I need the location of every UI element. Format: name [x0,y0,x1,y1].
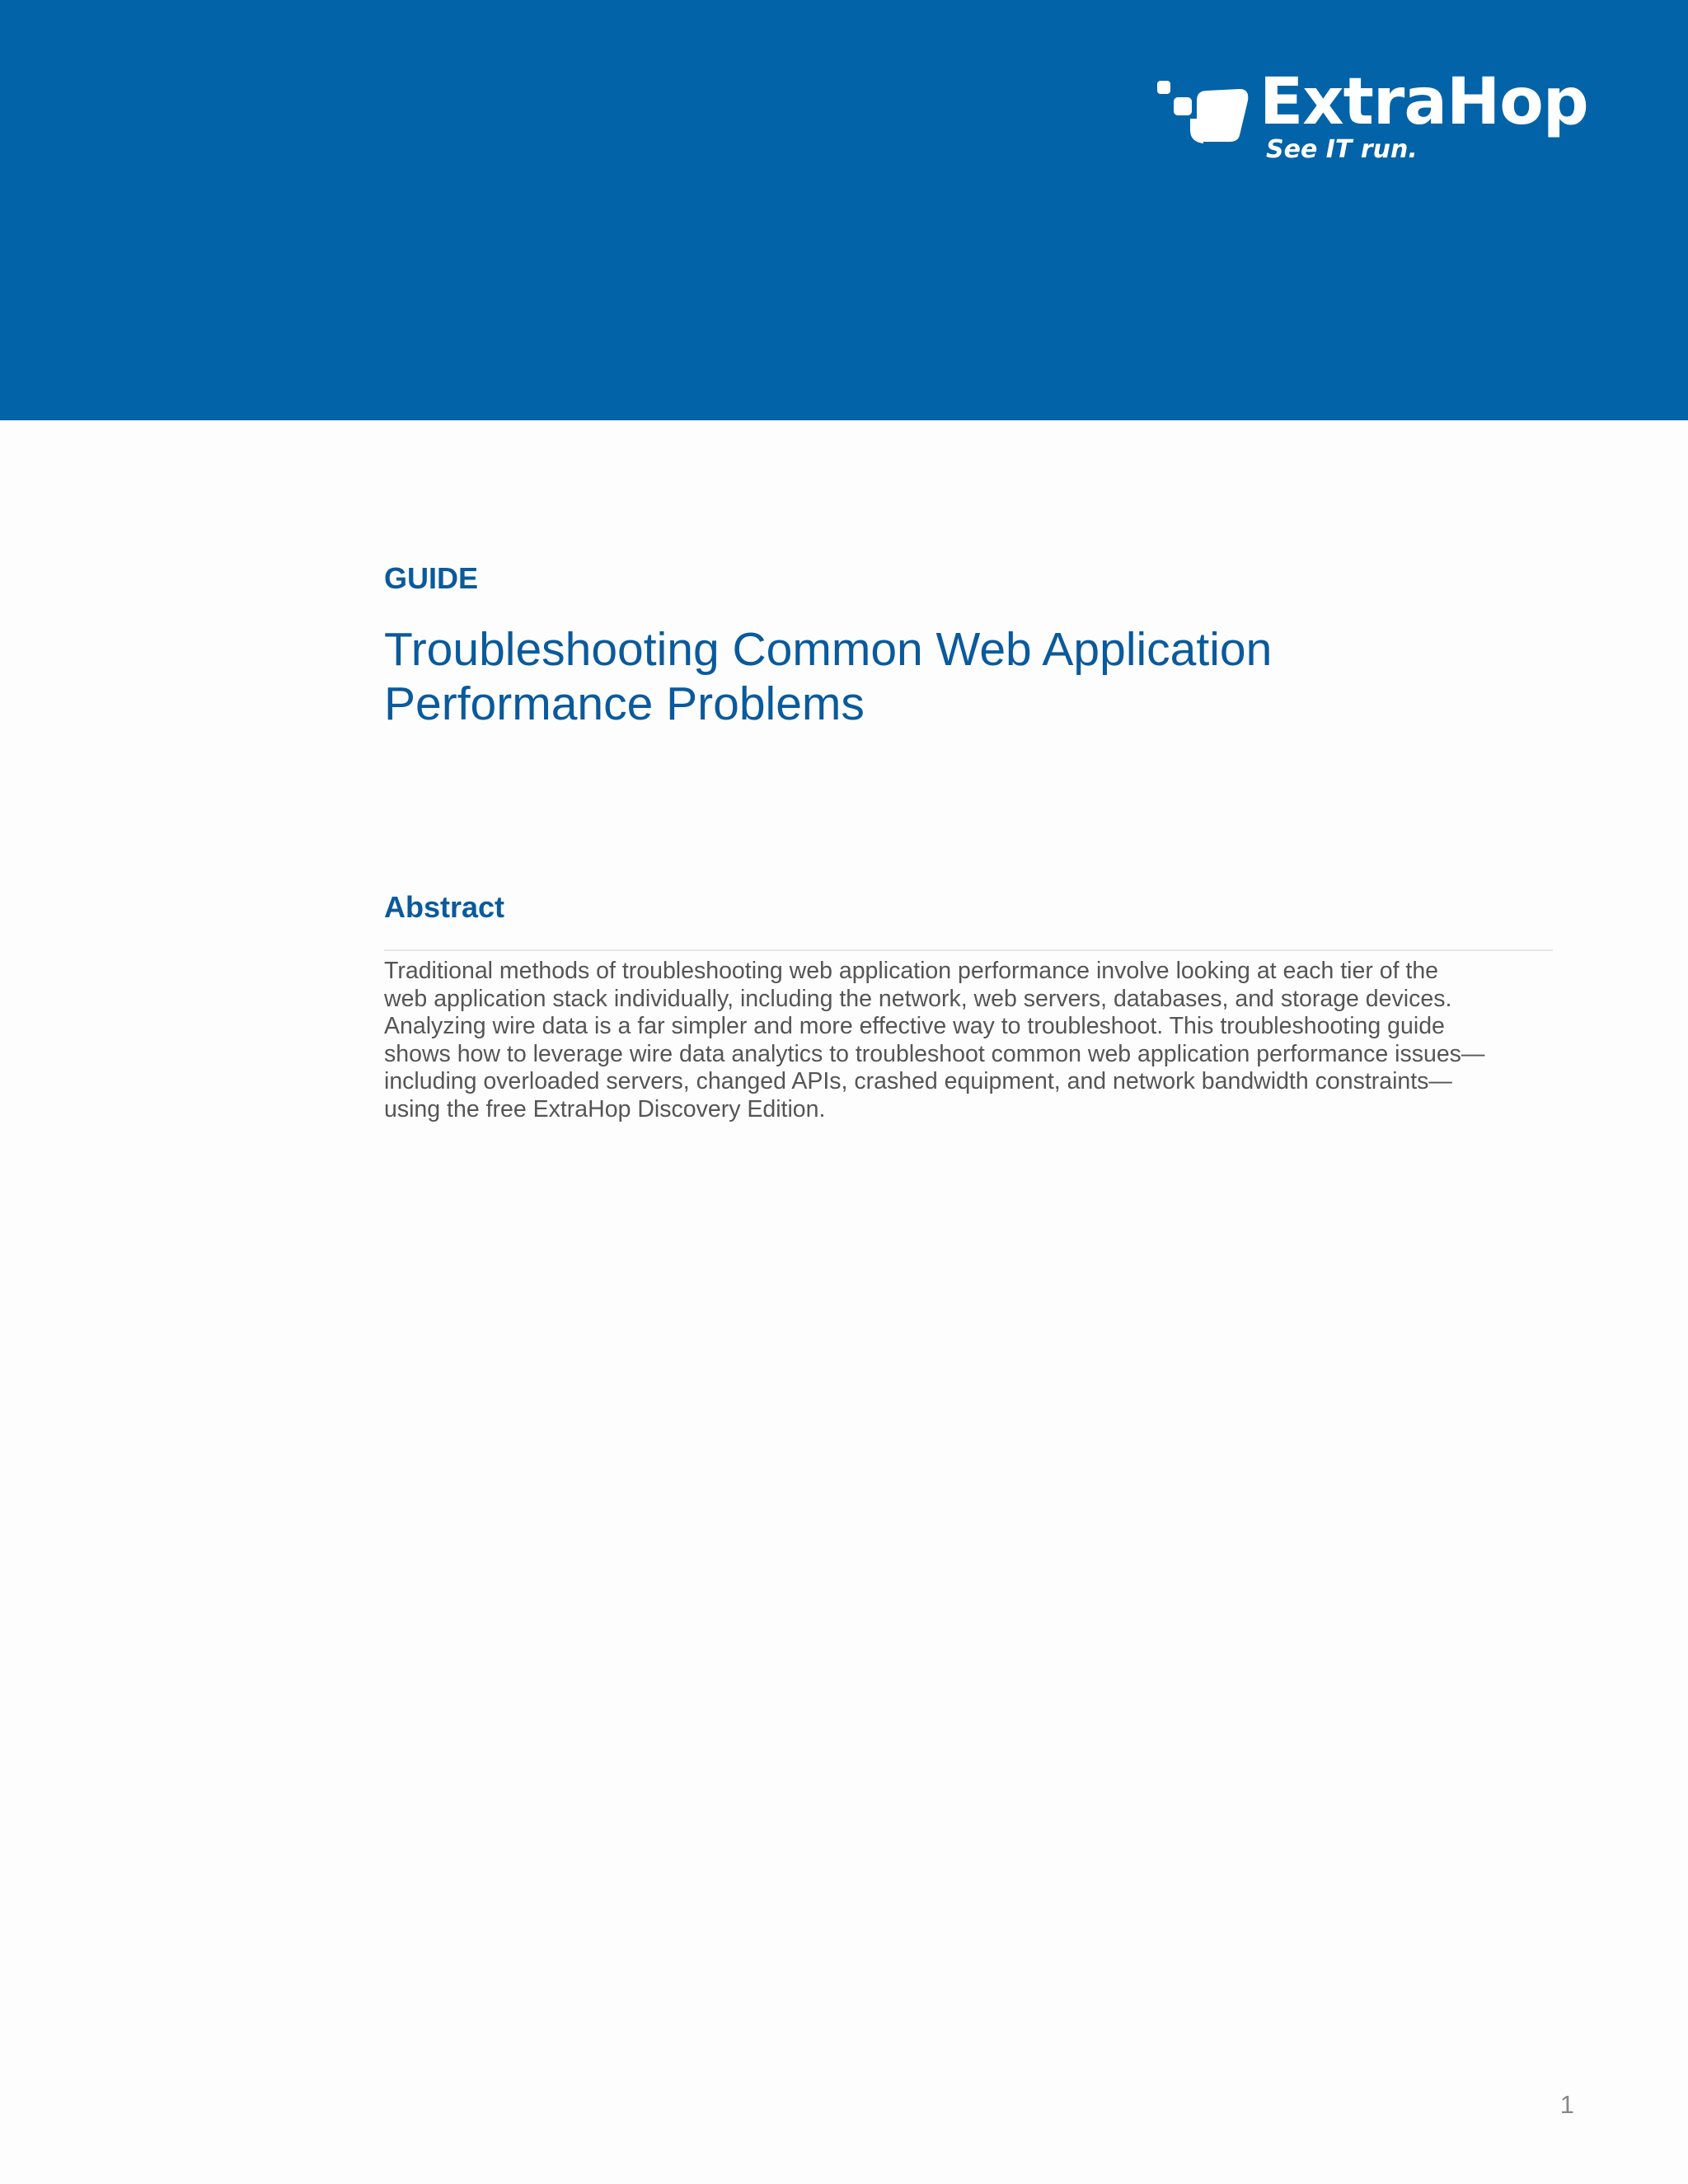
abstract-line: including overloaded servers, changed APIs, crashed equipment, and network bandwidth constraints— [384,1068,1452,1095]
extrahop-logo-mark-icon [1154,76,1253,150]
document-title [384,622,1553,731]
abstract-line: Traditional methods of troubleshooting web application performance involve looking at each tier of the [384,958,1439,985]
abstract-line: shows how to leverage wire data analytics to troubleshoot common web application performance issues— [384,1040,1485,1067]
abstract-paragraph [384,958,1553,1123]
page-number: 1 [1559,2090,1574,2119]
title-line-2: Performance Problems [384,677,865,731]
abstract-heading: Abstract [384,890,505,925]
extrahop-logo [1154,65,1588,175]
document-body [384,560,1553,1123]
title-line-1: Troubleshooting Common Web Application [384,623,1273,677]
abstract-line: Analyzing wire data is a far simpler and more effective way to troubleshoot. This troubleshooting guide [384,1013,1445,1040]
abstract-line: web application stack individually, including the network, web servers, databases, and storage devices. [384,985,1452,1012]
brand-tagline: See IT run. [1266,135,1418,164]
section-divider [384,949,1553,951]
header-banner [0,0,1688,420]
brand-name: ExtraHop [1259,65,1588,139]
document-type-label: GUIDE [384,561,479,595]
abstract-line: using the free ExtraHop Discovery Edition. [384,1095,826,1122]
